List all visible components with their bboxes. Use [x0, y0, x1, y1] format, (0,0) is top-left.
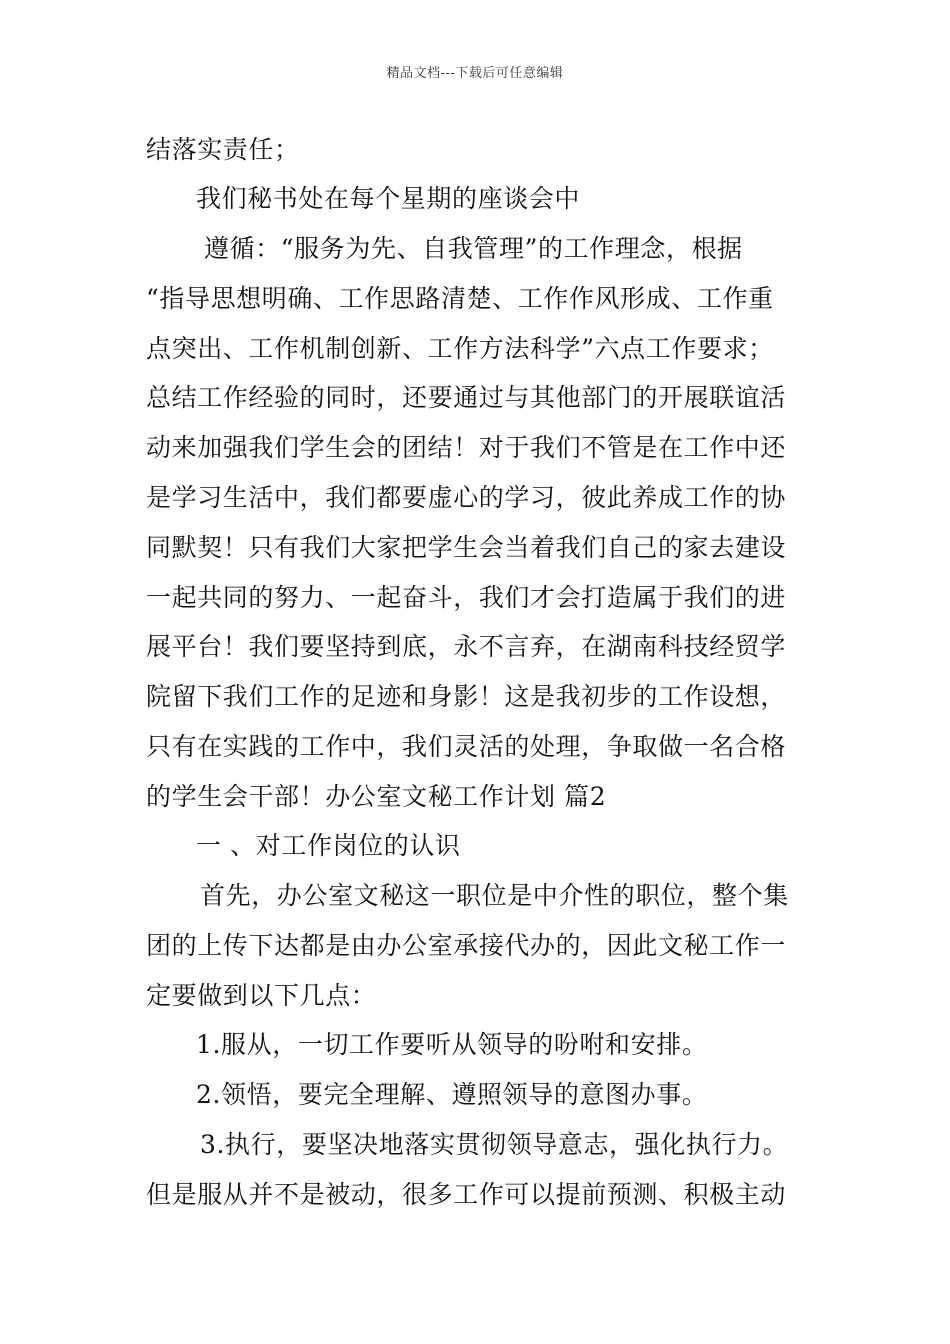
text-line: 一起共同的努力、一起奋斗，我们才会打造属于我们的进	[146, 583, 787, 612]
text-line: “指导思想明确、工作思路清楚、工作作风形成、工作重	[146, 284, 774, 313]
text-line: 同默契！只有我们大家把学生会当着我们自己的家去建设	[146, 533, 787, 562]
text-line: 定要做到以下几点：	[146, 981, 377, 1010]
text-line: 但是服从并不是被动，很多工作可以提前预测、积极主动	[146, 1180, 787, 1209]
text-line: 点突出、工作机制创新、工作方法科学”六点工作要求；	[146, 334, 774, 363]
text-line: 动来加强我们学生会的团结！对于我们不管是在工作中还	[146, 433, 787, 462]
text-line: 的学生会干部！办公室文秘工作计划 篇2	[146, 782, 607, 811]
list-item: 1.服从，一切工作要听从领导的吩咐和安排。	[196, 1030, 708, 1059]
text-line: 只有在实践的工作中，我们灵活的处理，争取做一名合格	[146, 732, 787, 761]
text-line: 我们秘书处在每个星期的座谈会中	[196, 184, 581, 213]
text-line: 首先，办公室文秘这一职位是中介性的职位，整个集	[200, 881, 789, 910]
text-line: 总结工作经验的同时，还要通过与其他部门的开展联谊活	[146, 383, 787, 412]
text-line: 团的上传下达都是由办公室承接代办的，因此文秘工作一	[146, 931, 787, 960]
list-item: 3.执行，要坚决地落实贯彻领导意志，强化执行力。	[200, 1130, 789, 1159]
list-item: 2.领悟，要完全理解、遵照领导的意图办事。	[196, 1080, 708, 1109]
text-line: 院留下我们工作的足迹和身影！这是我初步的工作设想，	[146, 682, 787, 711]
section-heading: 一 、对工作岗位的认识	[196, 831, 461, 860]
text-line: 展平台！我们要坚持到底，永不言弃，在湖南科技经贸学	[146, 632, 787, 661]
text-line: 结落实责任；	[146, 135, 300, 164]
text-line: 遵循：“服务为先、自我管理”的工作理念，根据	[204, 234, 743, 263]
page-header: 精品文档---下载后可任意编辑	[386, 66, 564, 81]
text-line: 是学习生活中，我们都要虚心的学习，彼此养成工作的协	[146, 483, 787, 512]
